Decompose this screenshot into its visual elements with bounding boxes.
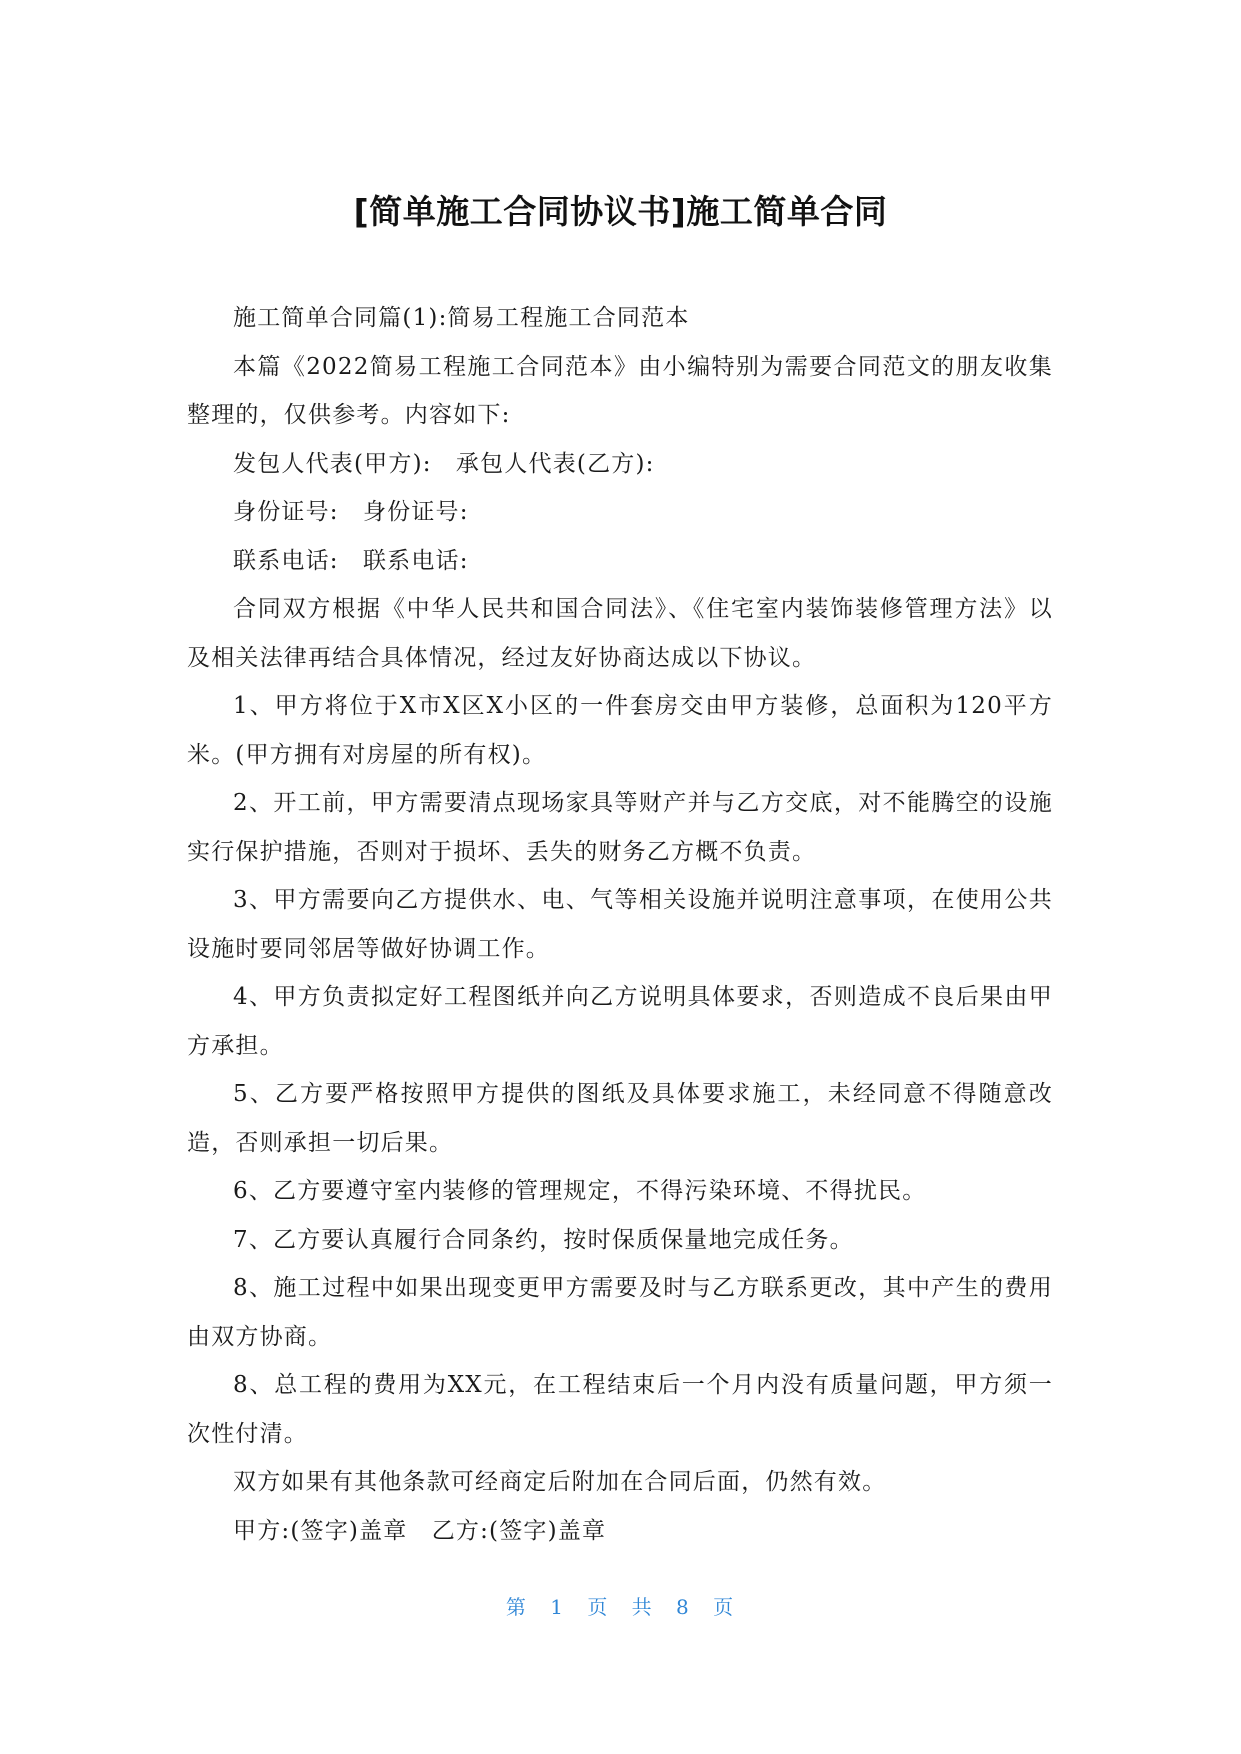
page-footer: 第 1 页 共 8 页 [505, 1595, 736, 1619]
paragraph-additional-terms: 双方如果有其他条款可经商定后附加在合同后面，仍然有效。 [233, 1469, 887, 1495]
document-title: [简单施工合同协议书]施工简单合同 [353, 192, 888, 231]
paragraph-signatures: 甲方:(签字)盖章 乙方:(签字)盖章 [233, 1517, 607, 1544]
paragraph-legal-basis: 合同双方根据《中华人民共和国合同法》、《住宅室内装饰装修管理方法》以及相关法律再结合具体情况，经过友好协商达成以下协议。 [187, 596, 1053, 671]
paragraph-party-representatives: 发包人代表(甲方): 承包人代表(乙方): [233, 450, 655, 477]
clause-7: 7、乙方要认真履行合同条约，按时保质保量地完成任务。 [233, 1226, 854, 1253]
clause-8b: 8、总工程的费用为XX元，在工程结束后一个月内没有质量问题，甲方须一次性付清。 [187, 1372, 1053, 1447]
paragraph-phone-numbers: 联系电话: 联系电话: [233, 547, 469, 574]
paragraph-intro: 本篇《2022简易工程施工合同范本》由小编特别为需要合同范文的朋友收集整理的，仅供参考。内容如下: [187, 353, 1053, 428]
clause-6: 6、乙方要遵守室内装修的管理规定，不得污染环境、不得扰民。 [233, 1178, 927, 1204]
clause-8a: 8、施工过程中如果出现变更甲方需要及时与乙方联系更改，其中产生的费用由双方协商。 [187, 1275, 1053, 1350]
paragraph-section-heading: 施工简单合同篇(1):简易工程施工合同范本 [233, 305, 690, 331]
document-body [187, 294, 1053, 1555]
clause-2: 2、开工前，甲方需要清点现场家具等财产并与乙方交底，对不能腾空的设施实行保护措施，否则对于损坏、丢失的财务乙方概不负责。 [187, 790, 1053, 865]
clause-3: 3、甲方需要向乙方提供水、电、气等相关设施并说明注意事项，在使用公共设施时要同邻居等做好协调工作。 [187, 887, 1053, 962]
clause-1: 1、甲方将位于X市X区X小区的一件套房交由甲方装修，总面积为120平方米。(甲方拥有对房屋的所有权)。 [187, 693, 1053, 768]
clause-5: 5、乙方要严格按照甲方提供的图纸及具体要求施工，未经同意不得随意改造，否则承担一切后果。 [187, 1081, 1053, 1156]
clause-4: 4、甲方负责拟定好工程图纸并向乙方说明具体要求，否则造成不良后果由甲方承担。 [187, 984, 1053, 1059]
paragraph-id-numbers: 身份证号: 身份证号: [233, 499, 469, 525]
